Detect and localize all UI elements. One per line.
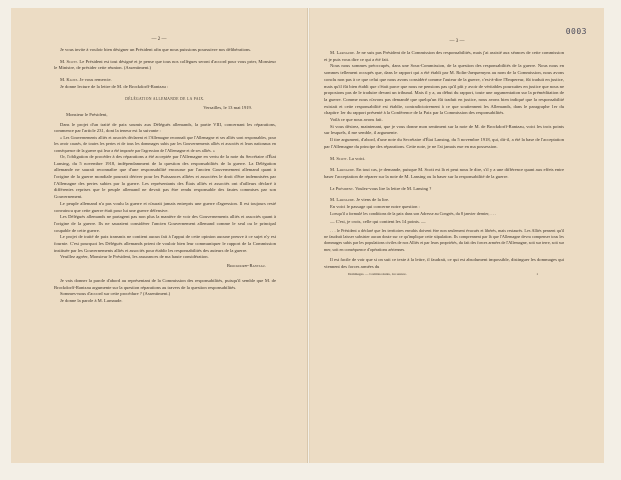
paragraph [324,197,564,204]
letter-heading: DÉLÉGATION ALLEMANDE DE LA PAIX. [125,96,205,101]
paragraph [324,167,564,180]
footer-signature-mark: Dommages. — Comités réunis, 1re séance. [348,272,407,277]
right-page-text [324,50,564,278]
page-footer [324,271,564,278]
speech-text: Je viens de la lire. [355,197,390,203]
letter-paragraph: Le peuple allemand n'a pas voulu la guerre et n'aurait jamais entrepris une guerre d'agression. Il est toujours resté convaincu que cette guerre était pour lui une guerre défensive. [54,200,276,213]
paragraph: Je vais donner la parole d'abord au représentant de la Commission des responsabilités, puisqu'il semble que M. de Brockdorff-Rantzau argumente sur la question réparations au travers de la question responsabilités. [54,277,276,290]
page-number: — 2 — [151,37,167,42]
paragraph: — C'est, je crois, celle qui contient les 14 points. — [330,219,426,225]
speaker-name: M. Klotz. [60,77,79,83]
paragraph: Voilà ce que nous avons fait. [330,117,383,123]
speaker-name: M. Larnaude. [330,197,356,203]
letter-paragraph: Or, l'obligation de procéder à des réparations a été acceptée par l'Allemagne en vertu de la note du Secrétaire d'État Lansing, du 5 novembre 1918, indépendamment de la question des responsabilités de la guerre. La Délégation allemande ne saurait reconnaître que d'une responsabilité encourue par l'ancien Gouvernement allemand quant à l'origine de la guerre mondiale pourrait dériver pour les Puissances alliées et associées le droit d'être indemnisées par l'Allemagne des pertes subies par la guerre. Les représentants des États alliés et associés ont d'ailleurs déclaré à différentes reprises que le peuple allemand ne devait pas être rendu responsable des fautes commises par son Gouvernement. [54,153,276,200]
letter-paragraph: Les Délégués allemands ne partagent pas non plus la manière de voir des Gouvernements alliés et associés quant à l'origine de la guerre. Ils ne sauraient considérer l'ancien Gouvernement allemand comme le seul ou le principal coupable de cette guerre. [54,214,276,233]
speech-text: La voici. [347,155,366,161]
speaker-name: Le Président. [330,185,354,191]
paragraph [324,50,564,63]
paragraph: En voici le passage qui concerne notre question : [330,204,420,210]
quote: . . . le Président a déclaré que les territoires envahis doivent être non seulement évacués et libérés, mais restaurés. Les Alliés pensent qu'il ne faudrait laisser subsister aucun doute sur ce qu'implique cette stipulation. Ils comprennent par là que l'Allemagne devra compenser tous les dommages subis par les populations civiles de nos Alliés et par leurs propriétés, du fait des forces armées de l'Allemagne, soit sur terre, soit sur mer, soit en conséquence d'opérations aériennes. [324,227,564,252]
speaker-name: M. Larnaude. [330,167,356,173]
letter-signature: Brockdorff-Rantzau. [226,263,266,269]
paragraph [324,186,564,193]
speech-text: Voulez-vous lire la lettre de M. Lansing ? [354,185,432,191]
paragraph [324,156,564,163]
speech-text: Le Président est tout désigné et je pense que tous nos collègues seront d'accord pour vous prier, Monsieur le Ministre, de présider cette réunion. (Assentiment.) [54,58,276,71]
paragraph: Nous nous sommes préoccupés, dans une Sous-Commission, de la question des responsabilités de la guerre. Nous nous en sommes tellement occupés que, dans le rapport qui a été établi par M. Rolin-Jaequemyns au nom de la Commission, nous avons conclu non pas à ce que celui que nous avons considéré comme l'auteur de la guerre, c'est-à-dire l'Empereur, fût traduit en justice, mais qu'il fût bien établi que c'était parce que nous ne pensions pas qu'il pût y avoir de véritables poursuites en justice que nous ne proposions pas de le traduire devant un tribunal. Mais il y a, au début du rapport, toute une argumentation sur la préméditation de la guerre. Comme nous n'avons pas demandé que quelqu'un fût traduit en justice, nous avons bien indiqué que la responsabilité existait et cette responsabilité est établie, contradictoirement à ce que soutiennent les Allemands, dans le paragraphe 1er du chapitre 1er du rapport présenté à la Conférence de la Paix par la Commission des responsabilités. [324,63,564,116]
paragraph: Je vous invite à vouloir bien désigner un Président afin que nous puissions poursuivre nos délibérations. [60,47,252,52]
letter-salutation: Monsieur le Président, [66,111,108,117]
footer-sheet-number: 1 [536,272,538,277]
speech-text: Je ne suis pas Président de la Commission des responsabilités, mais j'ai assisté aux séances de cette commission et je puis vous dire ce qui a été fait. [324,50,564,62]
paragraph [54,77,276,84]
paragraph: Sommes-nous d'accord sur cette procédure ? (Assentiment.) [60,291,171,297]
paragraph: Il est facile de voir que si on suit ce texte à la lettre, il faudrait, ce qui est absolument impossible, distinguer les dommages qui viennent des forces armées du [324,256,564,269]
paragraph [54,59,276,72]
speech-text: En tout cas, je demande, puisque M. Scott est là et peut nous le dire, s'il y a une différence quant aux effets entre baser l'acceptation de réparer sur la note de M. Lansing ou la baser sur la responsabilité de la guerre. [324,167,564,179]
paragraph: Si vous désirez, maintenant, que je vous donne mon sentiment sur la note de M. de Brockdorff-Rantzau, voici les trois points sur lesquels, il me semble, il argumente. [324,123,564,136]
speech-text: Je vous remercie. [78,77,112,83]
paragraph: Il tire argument, d'abord, d'une note du Secrétaire d'État Lansing, du 5 novembre 1918, qui, dit-il, a été la base de l'acceptation par l'Allemagne du principe des réparations. Cette note, je ne l'ai jamais eue en ma possession. [324,137,564,149]
speaker-name: M. Scott. [330,155,348,161]
quote: Lorsqu'il a formulé les conditions de la paix dans son Adresse au Congrès, du 8 janvier dernier, . . . [330,210,496,216]
right-page [309,8,604,463]
letter-paragraph: Dans le projet d'un traité de paix soumis aux Délégués allemands, la partie VIII, concernant les réparations, commence par l'article 231, dont la teneur est la suivante : [54,121,276,134]
left-page [11,8,308,463]
paragraph: Je donne lecture de la lettre de M. de Brockdorff-Rantzau : [60,83,169,89]
letter-paragraph: Le projet de traité de paix transmis ne contient aucun fait à l'appui de cette opinion aucune preuve à ce sujet n'y est fournie. C'est pourquoi les Délégués allemands prient de vouloir bien leur communiquer le rapport de la Commission instituée par les Gouvernements alliés et associés pour établir les responsabilités des auteurs de la guerre. [54,234,276,253]
speaker-name: M. Scott. [60,58,79,64]
left-page-text [54,47,276,305]
page-stamp: 0003 [565,27,587,36]
speaker-name: M. Larnaude. [330,50,356,55]
letter-dateline: Versailles, le 13 mai 1919. [203,105,252,111]
paragraph: Je donne la parole à M. Larnaude. [60,297,123,303]
letter-quote: « Les Gouvernements alliés et associés déclarent et l'Allemagne reconnaît que l'Allemagne et ses alliés sont responsables, pour les avoir causés, de toutes les pertes et de tous les dommages subis par les Gouvernements alliés et associés et leurs nationaux en conséquence de la guerre qui leur a été imposée par l'agression de l'Allemagne et de ses alliés. » [54,135,276,153]
page-number: — 3 — [449,39,465,44]
letter-paragraph: Veuillez agréer, Monsieur le Président, les assurances de ma haute considération. [60,254,209,260]
